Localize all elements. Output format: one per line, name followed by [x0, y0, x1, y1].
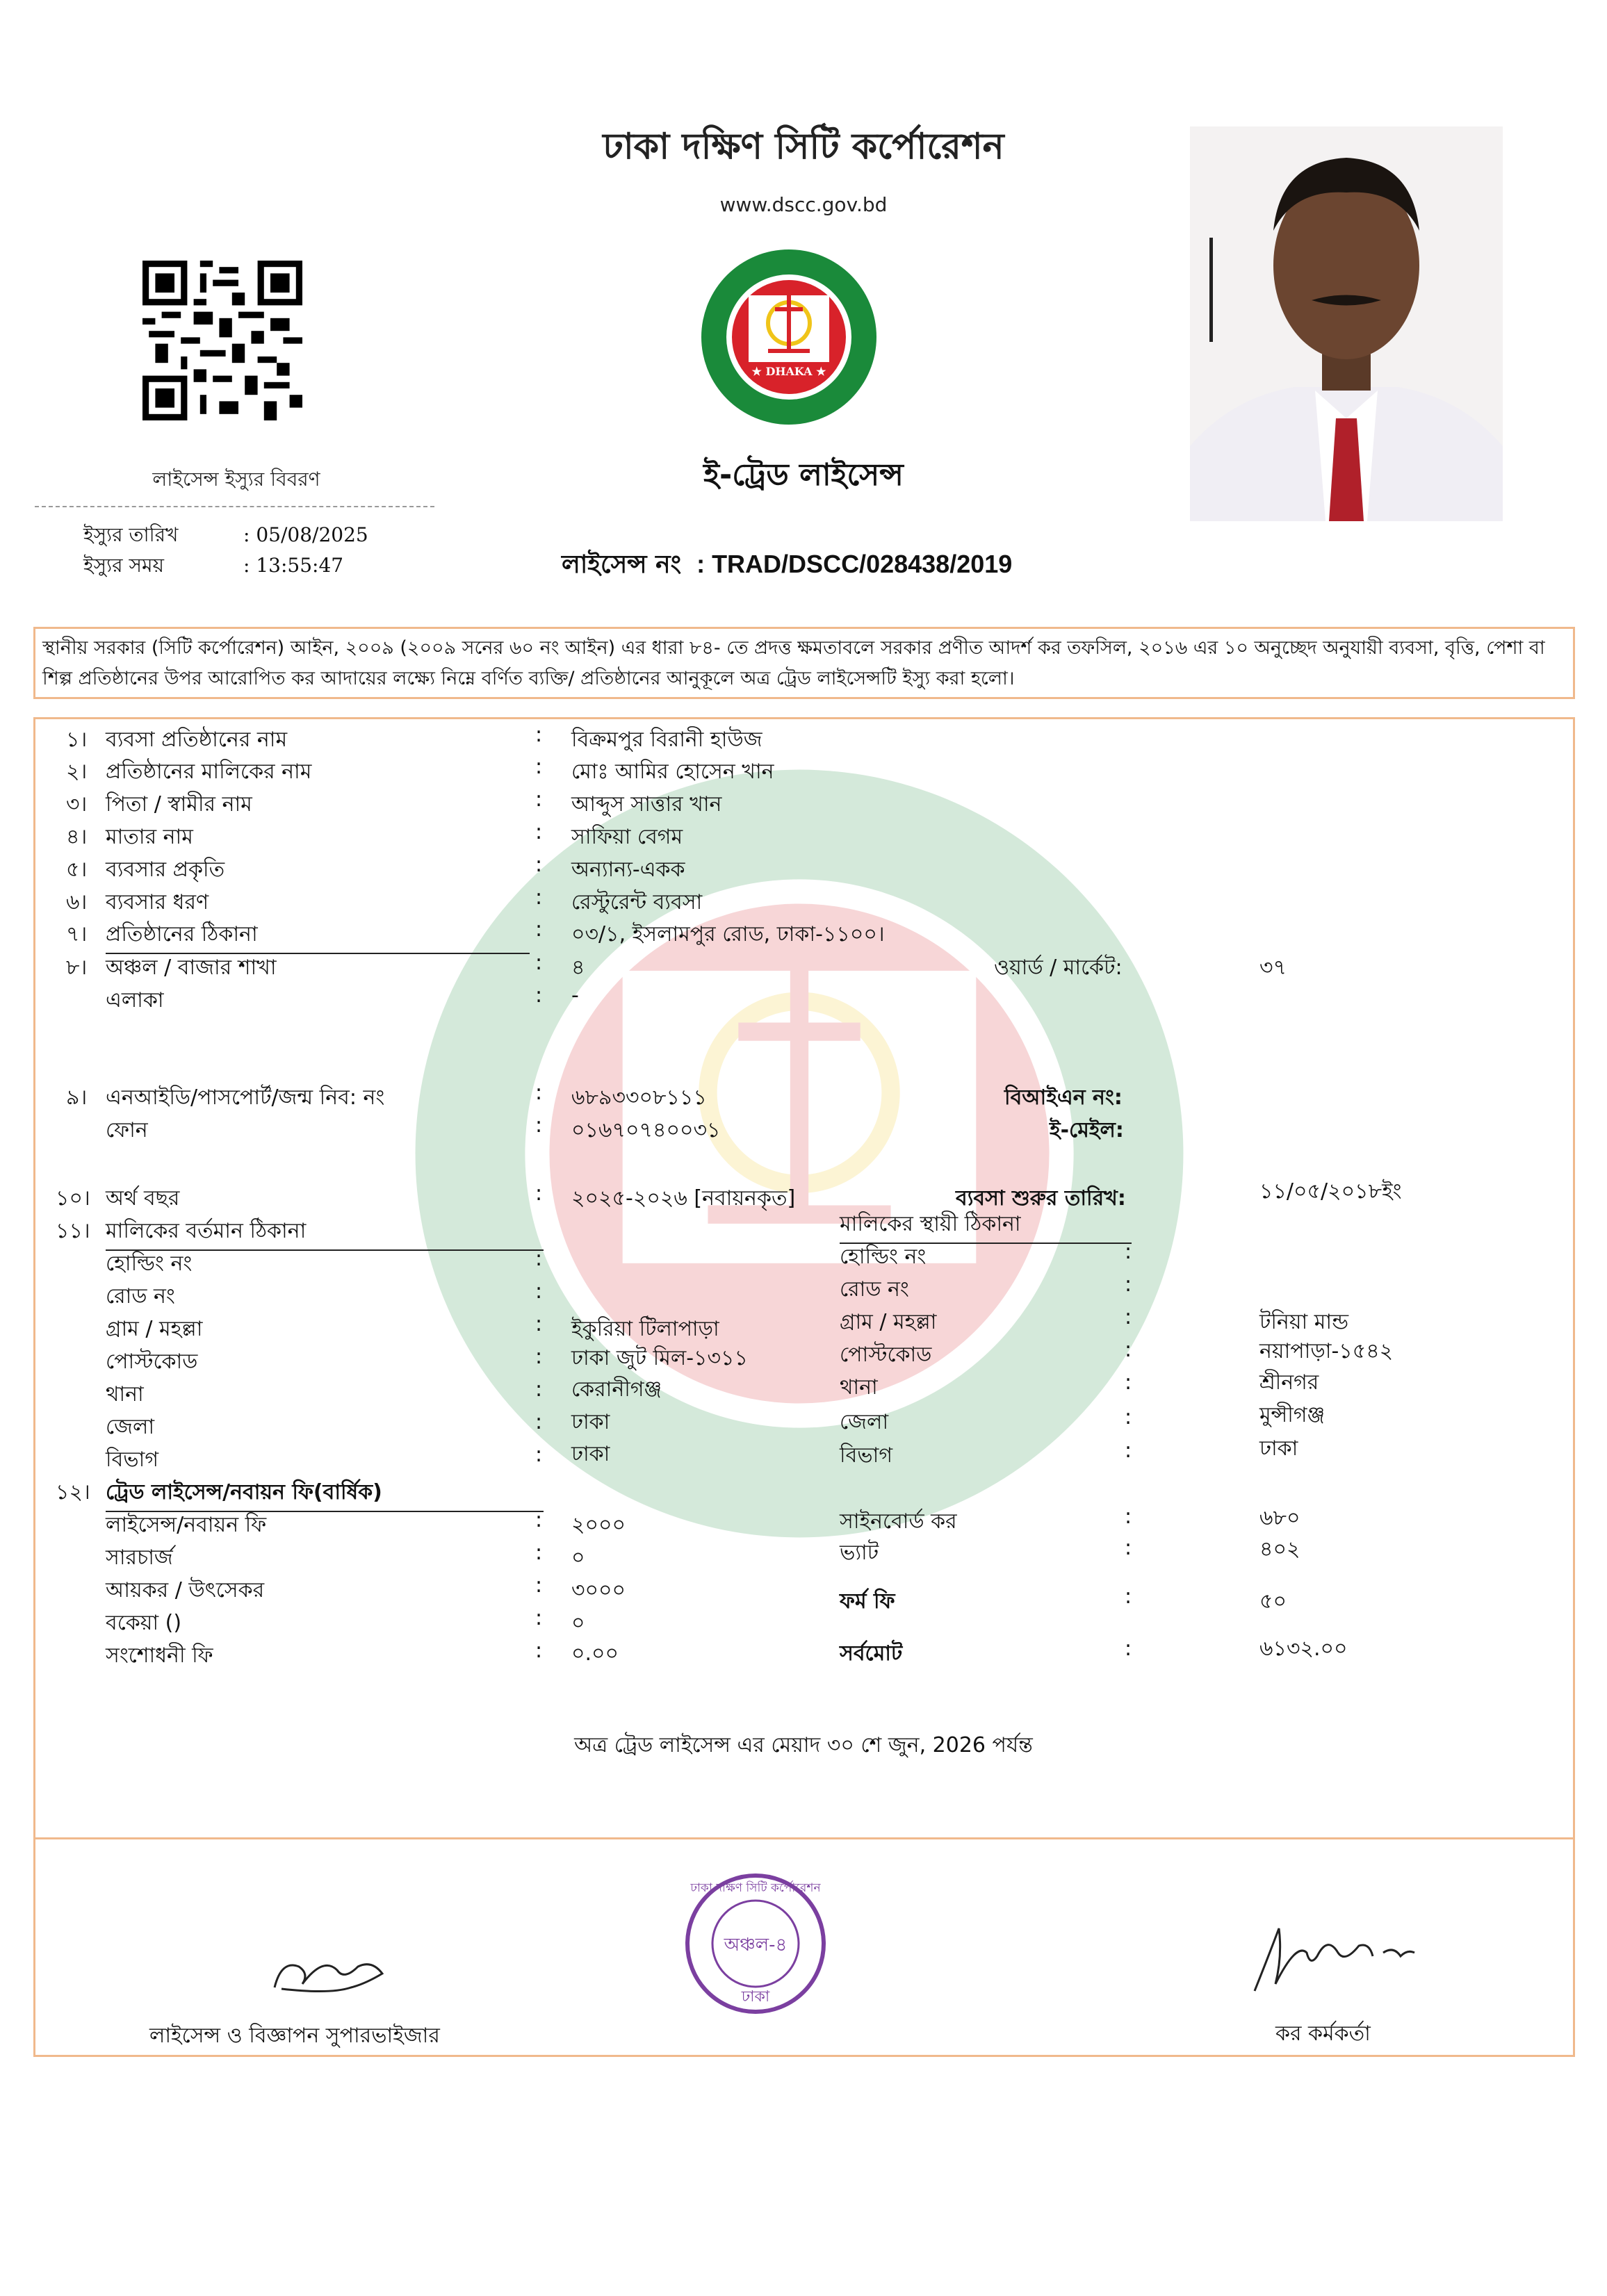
signboard-tax-value: ৬৮০	[1259, 1506, 1300, 1530]
vat-label: ভ্যাট	[840, 1541, 879, 1565]
email-label: ই-মেইল:	[1050, 1118, 1124, 1142]
perm-post-label: পোস্টকোড	[840, 1343, 932, 1367]
seal-watermark	[403, 757, 1196, 1550]
colon: :	[535, 1113, 543, 1138]
present-division-value: ঢাকা	[571, 1442, 610, 1466]
issue-date-value: : 05/08/2025	[243, 523, 368, 546]
website-url: www.dscc.gov.bd	[719, 193, 888, 216]
business-type-value: রেস্টুরেন্ট ব্যবসা	[571, 890, 703, 915]
license-number-label: লাইসেন্স নং	[562, 550, 682, 579]
ward-value: ৩৭	[1259, 956, 1287, 980]
issue-date-row	[83, 520, 368, 552]
field-1-label: ব্যবসা প্রতিষ্ঠানের নাম	[106, 728, 288, 752]
colon: :	[1125, 1536, 1132, 1560]
validity-text: অত্র ট্রেড লাইসেন্স এর মেয়াদ ৩০ শে জুন, 2026 পর্যন্ত	[574, 1733, 1033, 1757]
colon: :	[535, 1377, 543, 1402]
dscc-seal-logo	[699, 247, 879, 427]
field-1-no: ১।	[66, 728, 88, 752]
field-2-label: প্রতিষ্ঠানের মালিকের নাম	[106, 760, 312, 784]
colon: :	[535, 1508, 543, 1532]
arrears-value: ০	[571, 1611, 585, 1635]
business-address-value: ০৩/১, ইসলামপুর রোড, ঢাকা-১১০০।	[571, 922, 885, 946]
colon: :	[1125, 1504, 1132, 1529]
colon: :	[535, 1312, 543, 1336]
field-11-no: ১১।	[56, 1219, 90, 1243]
colon: :	[535, 1247, 543, 1271]
colon: :	[535, 787, 543, 812]
colon: :	[535, 1081, 543, 1105]
colon: :	[1125, 1637, 1132, 1661]
qr-code	[142, 261, 302, 420]
perm-road-label: রোড নং	[840, 1277, 909, 1302]
mother-name-value: সাফিয়া বেগম	[571, 825, 683, 849]
present-thana-label: থানা	[106, 1382, 144, 1407]
colon: :	[535, 1606, 543, 1630]
field-5-no: ৫।	[66, 858, 88, 882]
present-division-label: বিভাগ	[106, 1448, 158, 1472]
perm-holding-label: হোল্ডিং নং	[840, 1245, 927, 1269]
colon: :	[535, 755, 543, 779]
arrears-label: বকেয়া ()	[106, 1611, 182, 1635]
present-district-label: জেলা	[106, 1415, 155, 1439]
field-3-label: পিতা / স্বামীর নাম	[106, 792, 252, 817]
field-12-no: ১২।	[56, 1480, 90, 1504]
preamble-text: স্থানীয় সরকার (সিটি কর্পোরেশন) আইন, ২০০৯ (২০০৯ সনের ৬০ নং আইন) এর ধারা ৮৪- তে প্রদত্ত ক্ষমতাবলে সরকার প্রণীত আদর্শ কর তফসিল, ২০১৬ এর ১০ অনুচ্ছেদ অনুযায়ী ব্যবসা, বৃত্তি, পেশা বা শিল্প প্রতিষ্ঠানের উপর আরোপিত কর আদায়ের লক্ষ্যে নিম্নে বর্ণিত ব্যক্তি/ প্রতিষ্ঠানের আনুকূলে অত্র ট্রেড লাইসেন্সটি ইস্যু করা হলো।	[33, 627, 1575, 699]
business-nature-value: অন্যান্য-একক	[571, 858, 685, 882]
field-6-no: ৬।	[66, 890, 88, 915]
present-district-value: ঢাকা	[571, 1410, 610, 1434]
colon: :	[1125, 1338, 1132, 1362]
perm-division-label: বিভাগ	[840, 1443, 892, 1468]
present-village-value: ইকুরিয়া টিলাপাড়া	[571, 1317, 719, 1341]
perm-village-label: গ্রাম / মহল্লা	[840, 1310, 937, 1334]
license-fee-label: লাইসেন্স/নবায়ন ফি	[106, 1513, 267, 1537]
colon: :	[535, 951, 543, 975]
field-4-no: ৪।	[66, 825, 88, 849]
stamp-zone-text: অঞ্চল-৪	[724, 1935, 788, 1955]
field-3-no: ৩।	[66, 792, 88, 817]
issue-time-label: ইস্যুর সময়	[83, 554, 165, 577]
colon: :	[1125, 1272, 1132, 1297]
field-7-no: ৭।	[66, 922, 88, 946]
present-address-heading: মালিকের বর্তমান ঠিকানা	[106, 1214, 544, 1251]
license-number-row	[562, 546, 1012, 587]
start-date-label: ব্যবসা শুরুর তারিখ:	[956, 1186, 1126, 1211]
owner-name-value: মোঃ আমির হোসেন খান	[571, 760, 774, 784]
perm-district-value: মুন্সীগঞ্জ	[1259, 1403, 1325, 1427]
license-fee-value: ২০০০	[571, 1513, 626, 1537]
stamp-bottom-text: ঢাকা	[741, 1988, 770, 2006]
tax-officer-title: কর কর্মকর্তা	[1275, 2022, 1371, 2046]
colon: :	[535, 1345, 543, 1369]
field-6-label: ব্যবসার ধরণ	[106, 890, 209, 915]
start-date-value: ১১/০৫/২০১৮ইং	[1259, 1179, 1402, 1204]
field-2-no: ২।	[66, 760, 88, 784]
colon: :	[1125, 1438, 1132, 1463]
present-post-value: ঢাকা জুট মিল-১৩১১	[571, 1346, 748, 1370]
field-8-no: ৮।	[66, 956, 88, 980]
zone-value: ৪	[571, 956, 585, 980]
colon: :	[535, 1639, 543, 1663]
colon: :	[1125, 1305, 1132, 1329]
amendment-fee-label: সংশোধনী ফি	[106, 1643, 213, 1668]
perm-post-value: নয়াপাড়া-১৫৪২	[1259, 1339, 1394, 1363]
field-4-label: মাতার নাম	[106, 825, 193, 849]
fee-heading: ট্রেড লাইসেন্স/নবায়ন ফি(বার্ষিক)	[106, 1475, 544, 1512]
form-fee-label: ফর্ম ফি	[840, 1589, 895, 1614]
colon: :	[535, 917, 543, 942]
signboard-tax-label: সাইনবোর্ড কর	[840, 1509, 957, 1534]
issue-time-value: : 13:55:47	[243, 554, 344, 577]
present-holding-label: হোল্ডিং নং	[106, 1252, 193, 1276]
bin-label: বিআইএন নং:	[1004, 1085, 1123, 1110]
surcharge-label: সারচার্জ	[106, 1545, 173, 1570]
document-subtitle: ই-ট্রেড লাইসেন্স	[703, 457, 904, 493]
perm-thana-value: শ্রীনগর	[1259, 1370, 1319, 1395]
present-post-label: পোস্টকোড	[106, 1350, 198, 1374]
page-title: ঢাকা দক্ষিণ সিটি কর্পোরেশন	[603, 126, 1004, 167]
total-label: সর্বমোট	[840, 1641, 903, 1666]
amendment-fee-value: ০.০০	[571, 1641, 619, 1666]
fiscal-year-value: ২০২৫-২০২৬ [নবায়নকৃত]	[571, 1186, 796, 1211]
supervisor-title: লাইসেন্স ও বিজ্ঞাপন সুপারভাইজার	[149, 2024, 440, 2048]
issue-details-heading: লাইসেন্স ইস্যুর বিবরণ	[152, 468, 320, 491]
field-9-label: এনআইডি/পাসপোর্ট/জন্ম নিব: নং	[106, 1085, 385, 1110]
colon: :	[1125, 1370, 1132, 1395]
nid-value: ৬৮৯৩৩০৮১১১	[571, 1085, 707, 1110]
perm-thana-label: থানা	[840, 1375, 878, 1400]
license-number-value: : TRAD/DSCC/028438/2019	[696, 550, 1013, 578]
phone-value: ০১৬৭০৭৪০০৩১	[571, 1118, 721, 1142]
perm-district-label: জেলা	[840, 1410, 889, 1434]
colon: :	[535, 1181, 543, 1206]
issue-divider	[35, 506, 434, 507]
father-name-value: আব্দুস সাত্তার খান	[571, 792, 722, 817]
field-9-no: ৯।	[66, 1085, 88, 1110]
present-thana-value: কেরানীগঞ্জ	[571, 1377, 662, 1402]
surcharge-value: ০	[571, 1545, 585, 1570]
stamp-ring-text: ঢাকা দক্ষিণ সিটি কর্পোরেশন	[690, 1881, 821, 1895]
present-road-label: রোড নং	[106, 1284, 175, 1309]
issue-date-label: ইস্যুর তারিখ	[83, 523, 179, 546]
area-value: -	[571, 983, 579, 1008]
field-7-label: প্রতিষ্ঠানের ঠিকানা	[106, 917, 530, 954]
colon: :	[535, 1279, 543, 1304]
tax-officer-signature	[1248, 1914, 1421, 1998]
colon: :	[535, 885, 543, 910]
field-8-label: অঞ্চল / বাজার শাখা	[106, 956, 277, 980]
perm-division-value: ঢাকা	[1259, 1436, 1298, 1461]
colon: :	[535, 1410, 543, 1434]
income-tax-value: ৩০০০	[571, 1578, 626, 1602]
colon: :	[535, 1573, 543, 1598]
colon: :	[1125, 1584, 1132, 1609]
income-tax-label: আয়কর / উৎসেকর	[106, 1578, 265, 1602]
field-10-no: ১০।	[56, 1186, 90, 1211]
colon: :	[1125, 1240, 1132, 1264]
field-10-label: অর্থ বছর	[106, 1186, 180, 1211]
svg-text:★ DHAKA ★: ★ DHAKA ★	[751, 365, 826, 378]
business-name-value: বিক্রমপুর বিরানী হাউজ	[571, 728, 762, 752]
ward-label: ওয়ার্ড / মার্কেট:	[994, 956, 1123, 980]
phone-label: ফোন	[106, 1118, 148, 1142]
colon: :	[535, 820, 543, 844]
supervisor-signature	[268, 1946, 393, 2001]
field-5-label: ব্যবসার প্রকৃতি	[106, 858, 225, 882]
form-fee-value: ৫০	[1259, 1589, 1287, 1614]
permanent-address-heading: মালিকের স্থায়ী ঠিকানা	[840, 1207, 1132, 1244]
total-value: ৬১৩২.০০	[1259, 1637, 1348, 1661]
colon: :	[535, 1541, 543, 1565]
area-label: এলাকা	[106, 988, 164, 1012]
colon: :	[535, 723, 543, 747]
colon: :	[1125, 1405, 1132, 1429]
issue-time-row	[83, 550, 343, 583]
present-village-label: গ্রাম / মহল্লা	[106, 1317, 203, 1341]
perm-village-value: টনিয়া মান্ড	[1259, 1310, 1349, 1334]
zone-office-stamp	[683, 1871, 829, 2017]
colon: :	[535, 983, 543, 1008]
colon: :	[535, 1443, 543, 1467]
colon: :	[535, 853, 543, 877]
vat-value: ৪০২	[1259, 1537, 1300, 1561]
